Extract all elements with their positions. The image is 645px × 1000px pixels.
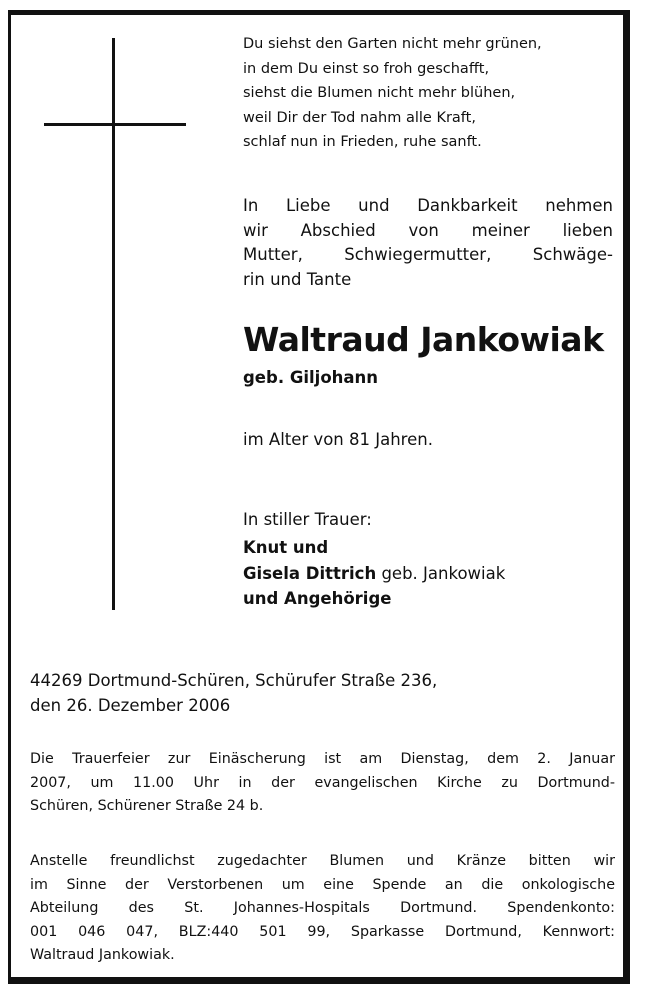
farewell-intro [243,194,613,292]
poem-line: siehst die Blumen nicht mehr blühen, [243,85,516,101]
age-text: im Alter von 81 Jahren. [243,430,433,449]
intro-line: wir Abschied von meiner lieben [243,220,613,240]
mourning-heading: In stiller Trauer: [243,510,372,529]
mourner-line: und Angehörige [243,589,392,608]
service-line: 2007, um 11.00 Uhr in der evangelischen Kirche zu Dortmund- [30,774,615,791]
intro-line: In Liebe und Dankbarkeit nehmen [243,196,613,215]
donation-info [30,850,615,968]
donation-line: Waltraud Jankowiak. [30,947,175,963]
donation-line: Abteilung des St. Johannes-Hospitals Dortmund. Spendenkonto: [30,900,615,916]
mourner-line [243,561,613,587]
address-line: 44269 Dortmund-Schüren, Schürufer Straße 236, [30,671,438,690]
service-line: Schüren, Schürener Straße 24 b. [30,798,264,814]
birth-name: geb. Giljohann [243,368,379,387]
donation-line: im Sinne der Verstorbenen um eine Spende an die onkologische [30,876,615,893]
notice-border [8,10,630,984]
service-line: Die Trauerfeier zur Einäscherung ist am Dienstag, dem 2. Januar [30,751,615,767]
mourner-name: Gisela Dittrich [243,563,377,583]
deceased-name: Waltraud Jankowiak [243,320,604,359]
cross-horizontal-bar [44,123,186,126]
poem-line: Du siehst den Garten nicht mehr grünen, [243,36,542,52]
poem-line: in dem Du einst so froh geschafft, [243,60,490,77]
service-info [30,748,615,819]
intro-line: Mutter, Schwiegermutter, Schwäge- [243,245,613,264]
poem [243,32,613,155]
mourner-line: Knut und [243,538,329,557]
mourners-list [243,535,613,612]
intro-line: rin und Tante [243,269,352,289]
date-line: den 26. Dezember 2006 [30,696,231,715]
address-block [30,668,615,718]
donation-line: Anstelle freundlichst zugedachter Blumen und Kränze bitten wir [30,853,615,869]
mourner-birth-name: geb. Jankowiak [376,563,506,583]
donation-line: 001 046 047, BLZ:440 501 99, Sparkasse Dortmund, Kennwort: [30,923,615,940]
poem-line: weil Dir der Tod nahm alle Kraft, [243,109,476,126]
poem-line: schlaf nun in Frieden, ruhe sanft. [243,134,482,150]
